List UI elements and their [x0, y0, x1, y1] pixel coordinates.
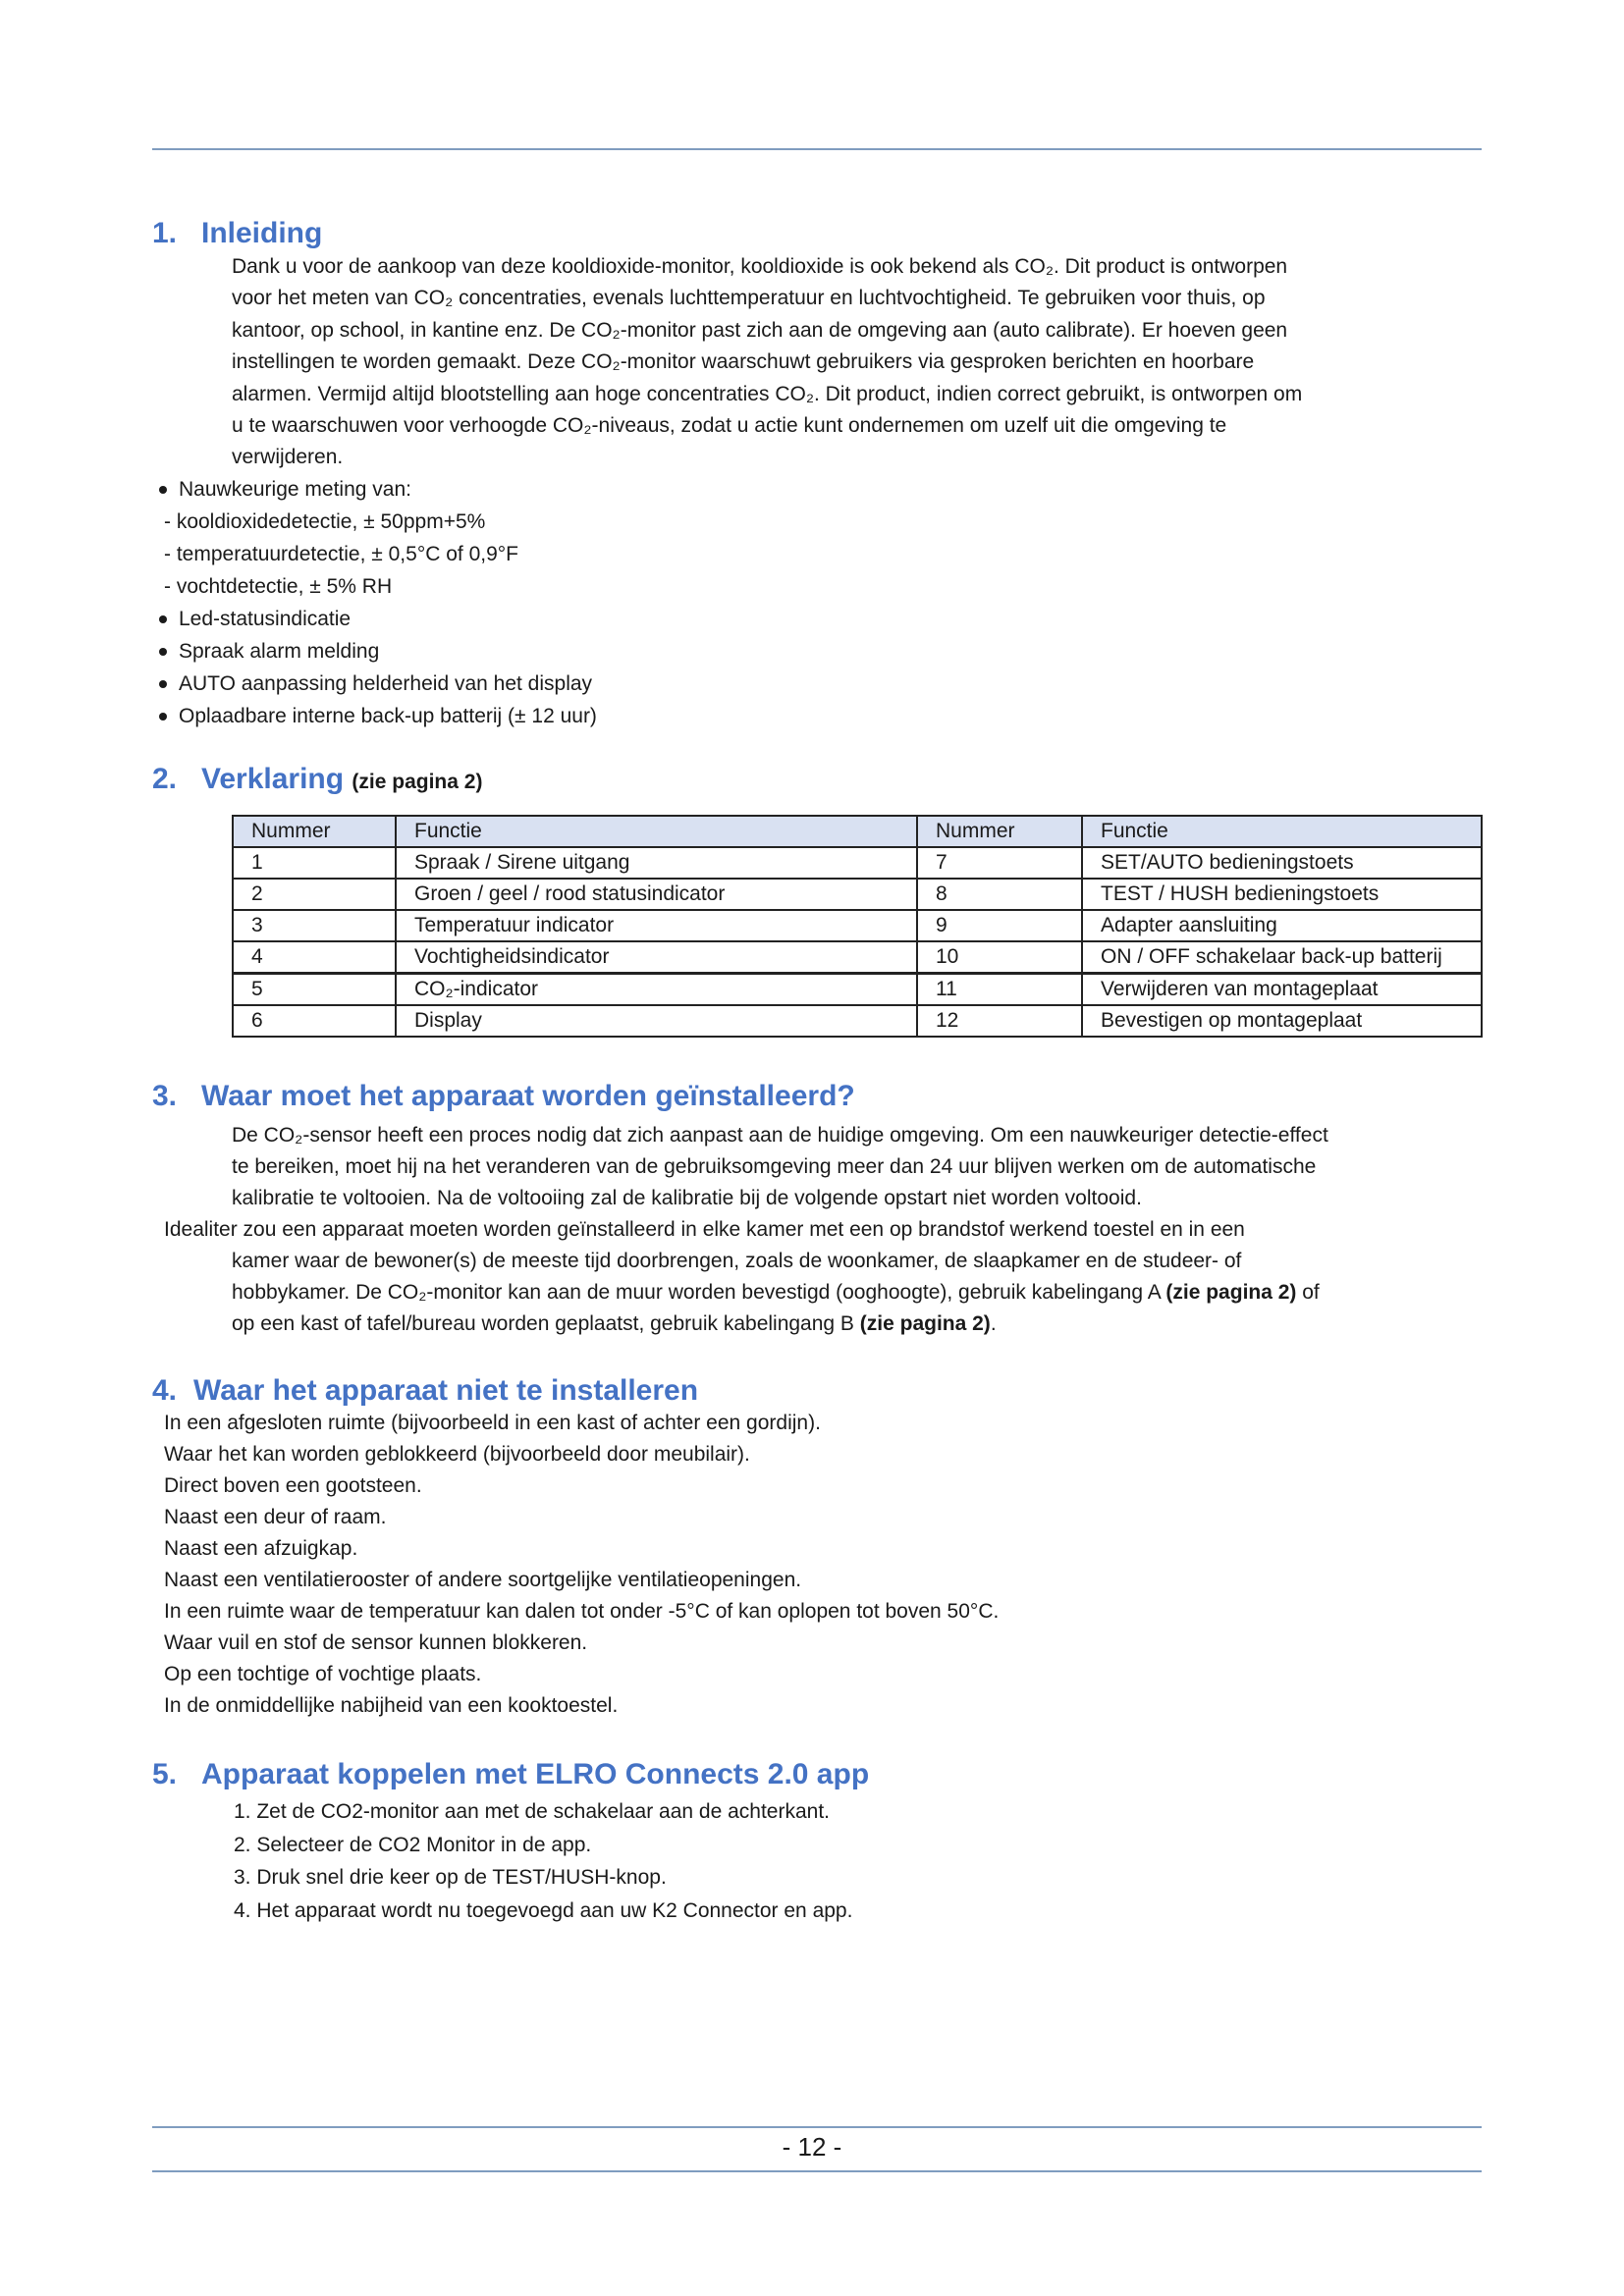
- table-cell: Verwijderen van montageplaat: [1082, 974, 1482, 1006]
- text-segment: of: [1296, 1281, 1320, 1304]
- table-cell: 10: [917, 941, 1082, 974]
- pairing-steps: [234, 1795, 852, 1928]
- footer-rule-bottom: [152, 2170, 1482, 2172]
- list-item: Waar vuil en stof de sensor kunnen blokkeren.: [164, 1631, 588, 1654]
- table-cell: 8: [917, 879, 1082, 910]
- bold-reference: (zie pagina 2): [859, 1312, 991, 1335]
- section-heading-4: 4. Waar het apparaat niet te installeren: [152, 1374, 699, 1407]
- table-cell: Spraak / Sirene uitgang: [396, 847, 917, 879]
- table-header-cell: Functie: [396, 816, 917, 847]
- table-cell: Adapter aansluiting: [1082, 910, 1482, 941]
- page-number: - 12 -: [782, 2132, 842, 2162]
- table-cell: 3: [233, 910, 396, 941]
- table-header-row: [233, 816, 1482, 847]
- step-item: 2. Selecteer de CO2 Monitor in de app.: [234, 1833, 592, 1856]
- bullet-item: Nauwkeurige meting van:: [179, 473, 597, 506]
- paragraph-line: alarmen. Vermijd altijd blootstelling aan hoge concentraties CO₂. Dit product, indien correct gebruikt, is ontworpen om: [232, 382, 1303, 405]
- list-item: Direct boven een gootsteen.: [164, 1474, 422, 1497]
- table-cell: 5: [233, 974, 396, 1006]
- paragraph-line: instellingen te worden gemaakt. Deze CO₂-monitor waarschuwt gebruikers via gesproken berichten en hoorbare: [232, 350, 1255, 374]
- list-item: Naast een afzuigkap.: [164, 1537, 358, 1560]
- sub-item: - temperatuurdetectie, ± 0,5°C of 0,9°F: [164, 543, 518, 565]
- sub-item: - vochtdetectie, ± 5% RH: [164, 575, 393, 598]
- intro-paragraph: [232, 251, 1302, 474]
- list-item: In een ruimte waar de temperatuur kan dalen tot onder -5°C of kan oplopen tot boven 50°C.: [164, 1600, 1000, 1623]
- step-item: 3. Druk snel drie keer op de TEST/HUSH-knop.: [234, 1866, 667, 1890]
- paragraph-line: [232, 1246, 1328, 1277]
- list-item: Op een tochtige of vochtige plaats.: [164, 1663, 482, 1685]
- table-cell: Groen / geel / rood statusindicator: [396, 879, 917, 910]
- install-paragraph: [164, 1120, 1328, 1340]
- footer-rule-top: [152, 2126, 1482, 2128]
- table-cell: Display: [396, 1005, 917, 1037]
- section-heading-3: 3. Waar moet het apparaat worden geïnstalleerd?: [152, 1080, 855, 1112]
- table-row: [233, 941, 1482, 974]
- table-row: [233, 1005, 1482, 1037]
- text-segment: De CO₂-sensor heeft een proces nodig dat zich aanpast aan de huidige omgeving. Om een nauwkeuriger detectie-effect: [232, 1124, 1328, 1147]
- step-item: 1. Zet de CO2-monitor aan met de schakelaar aan de achterkant.: [234, 1800, 831, 1823]
- table-row: [233, 974, 1482, 1006]
- table-cell: 1: [233, 847, 396, 879]
- feature-list: [164, 473, 597, 732]
- table-cell: ON / OFF schakelaar back-up batterij: [1082, 941, 1482, 974]
- list-item: Naast een ventilatierooster of andere soortgelijke ventilatieopeningen.: [164, 1569, 802, 1591]
- text-segment: hobbykamer. De CO₂-monitor kan aan de muur worden bevestigd (ooghoogte), gebruik kabelingang A: [232, 1281, 1166, 1304]
- table-cell: 12: [917, 1005, 1082, 1037]
- paragraph-line: [232, 1277, 1328, 1308]
- section-heading-2: 2. Verklaring (zie pagina 2): [152, 763, 483, 795]
- bold-reference: (zie pagina 2): [1165, 1281, 1297, 1304]
- table-cell: 11: [917, 974, 1082, 1006]
- table-cell: 9: [917, 910, 1082, 941]
- table-cell: Temperatuur indicator: [396, 910, 917, 941]
- paragraph-line: [232, 1120, 1328, 1151]
- bullet-item: Oplaadbare interne back-up batterij (± 12 uur): [179, 700, 597, 732]
- bullet-item: Spraak alarm melding: [179, 635, 597, 667]
- table-cell: CO₂-indicator: [396, 974, 917, 1006]
- paragraph-line: u te waarschuwen voor verhoogde CO₂-niveaus, zodat u actie kunt ondernemen om uzelf uit die omgeving te: [232, 414, 1227, 438]
- table-header-cell: Nummer: [917, 816, 1082, 847]
- text-segment: kamer waar de bewoner(s) de meeste tijd doorbrengen, zoals de woonkamer, de slaapkamer en de studeer- of: [232, 1250, 1242, 1272]
- text-segment: Idealiter zou een apparaat moeten worden geïnstalleerd in elke kamer met een op brandstof werkend toestel en in een: [164, 1218, 1245, 1241]
- bullet-item: Led-statusindicatie: [179, 603, 597, 635]
- table-row: [233, 879, 1482, 910]
- list-item: Waar het kan worden geblokkeerd (bijvoorbeeld door meubilair).: [164, 1443, 750, 1466]
- table-cell: Bevestigen op montageplaat: [1082, 1005, 1482, 1037]
- text-segment: op een kast of tafel/bureau worden geplaatst, gebruik kabelingang B: [232, 1312, 860, 1335]
- paragraph-line: kantoor, op school, in kantine enz. De CO₂-monitor past zich aan de omgeving aan (auto calibrate). Er hoeven geen: [232, 318, 1288, 342]
- paragraph-line: Dank u voor de aankoop van deze kooldioxide-monitor, kooldioxide is ook bekend als CO₂. Dit product is ontworpen: [232, 255, 1288, 278]
- table-header-cell: Functie: [1082, 816, 1482, 847]
- text-segment: .: [990, 1312, 997, 1335]
- table-cell: SET/AUTO bedieningstoets: [1082, 847, 1482, 879]
- bullet-item: AUTO aanpassing helderheid van het display: [179, 667, 597, 700]
- paragraph-line: verwijderen.: [232, 446, 344, 469]
- list-item: In de onmiddellijke nabijheid van een kooktoestel.: [164, 1694, 619, 1717]
- paragraph-line: [232, 1151, 1328, 1183]
- sub-item: - kooldioxidedetectie, ± 50ppm+5%: [164, 510, 486, 533]
- table-header-cell: Nummer: [233, 816, 396, 847]
- section-heading-1: 1. Inleiding: [152, 217, 323, 249]
- list-item: Naast een deur of raam.: [164, 1506, 387, 1528]
- step-item: 4. Het apparaat wordt nu toegevoegd aan uw K2 Connector en app.: [234, 1899, 853, 1923]
- table-cell: 2: [233, 879, 396, 910]
- table-cell: 6: [233, 1005, 396, 1037]
- section-heading-5: 5. Apparaat koppelen met ELRO Connects 2.0 app: [152, 1758, 870, 1790]
- paragraph-line: voor het meten van CO₂ concentraties, evenals luchttemperatuur en luchtvochtigheid. Te gebruiken voor thuis, op: [232, 287, 1266, 310]
- component-table: [232, 815, 1483, 1038]
- list-item: In een afgesloten ruimte (bijvoorbeeld in een kast of achter een gordijn).: [164, 1412, 821, 1434]
- not-install-list: [164, 1408, 999, 1722]
- paragraph-line: [164, 1214, 1328, 1246]
- text-segment: kalibratie te voltooien. Na de voltooiing zal de kalibratie bij de volgende opstart niet worden voltooid.: [232, 1187, 1142, 1209]
- paragraph-line: [232, 1183, 1328, 1214]
- table-cell: TEST / HUSH bedieningstoets: [1082, 879, 1482, 910]
- text-segment: te bereiken, moet hij na het veranderen van de gebruiksomgeving meer dan 24 uur blijven werken om de automatische: [232, 1155, 1317, 1178]
- table-row: [233, 910, 1482, 941]
- table-cell: 7: [917, 847, 1082, 879]
- table-cell: Vochtigheidsindicator: [396, 941, 917, 974]
- table-cell: 4: [233, 941, 396, 974]
- table-row: [233, 847, 1482, 879]
- header-rule: [152, 148, 1482, 150]
- paragraph-line: [232, 1308, 1328, 1340]
